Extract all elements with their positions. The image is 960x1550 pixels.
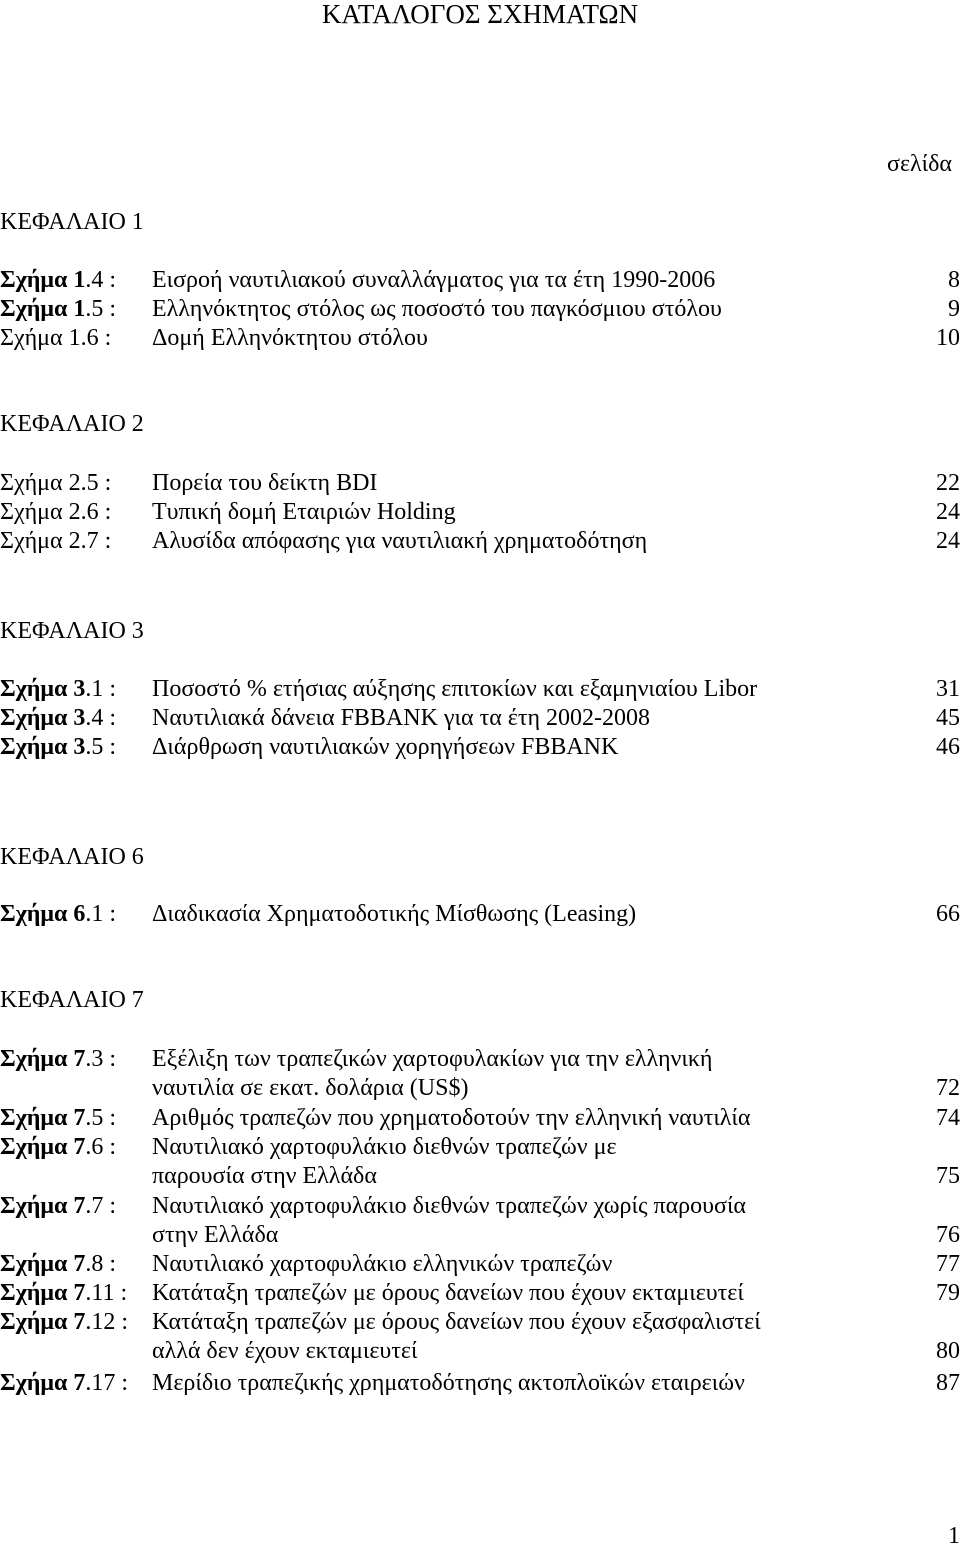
figure-entry-line <box>0 675 960 704</box>
figure-entry-line <box>0 1104 960 1133</box>
figure-label <box>0 498 111 527</box>
figure-entry-line <box>0 1369 960 1398</box>
figure-page-number: 74 <box>936 1105 960 1131</box>
figure-label-word: Σχήμα 7 <box>0 1134 86 1160</box>
page-column-label: σελίδα <box>887 151 952 177</box>
figure-caption: Ελληνόκτητος στόλος ως ποσοστό του παγκόσμιου στόλου <box>152 296 722 322</box>
figure-label-word: Σχήμα 3 <box>0 734 86 760</box>
figure-entry-line <box>0 1221 960 1250</box>
figure-label-word: Σχήμα 3 <box>0 705 86 731</box>
figure-label <box>0 1045 116 1074</box>
figure-label-word: Σχήμα 2 <box>0 499 81 525</box>
figure-entry-line <box>0 704 960 733</box>
figure-label-word: Σχήμα 3 <box>0 676 86 702</box>
figure-caption: Ναυτιλιακό χαρτοφυλάκιο διεθνών τραπεζών χωρίς παρουσία <box>152 1193 746 1219</box>
figure-page-number: 77 <box>936 1251 960 1277</box>
figure-entry-line <box>0 527 960 556</box>
figure-page-number: 45 <box>936 705 960 731</box>
figure-label-number: .3 : <box>85 1046 117 1072</box>
figure-label-number: .7 : <box>80 528 112 554</box>
figure-caption: Δομή Ελληνόκτητου στόλου <box>152 325 428 351</box>
chapter-heading: ΚΕΦΑΛΑΙΟ 2 <box>0 411 144 437</box>
page-number: 1 <box>948 1523 960 1549</box>
figure-label-word: Σχήμα 6 <box>0 901 86 927</box>
figure-caption: παρουσία στην Ελλάδα <box>152 1163 377 1189</box>
figure-label <box>0 469 111 498</box>
figure-label <box>0 675 116 704</box>
figure-caption: Τυπική δομή Εταιριών Holding <box>152 499 456 525</box>
figure-label-number: .4 : <box>85 705 117 731</box>
figure-caption: αλλά δεν έχουν εκταμιευτεί <box>152 1338 418 1364</box>
chapter-heading: ΚΕΦΑΛΑΙΟ 1 <box>0 209 144 235</box>
figure-label <box>0 1369 128 1398</box>
figure-page-number: 80 <box>936 1338 960 1364</box>
chapter-heading: ΚΕΦΑΛΑΙΟ 6 <box>0 844 144 870</box>
figure-page-number: 9 <box>948 296 960 322</box>
figure-label-word: Σχήμα 2 <box>0 528 81 554</box>
figure-page-number: 66 <box>936 901 960 927</box>
figure-caption: στην Ελλάδα <box>152 1222 279 1248</box>
figure-label <box>0 527 111 556</box>
figure-label-word: Σχήμα 1 <box>0 267 86 293</box>
figure-label-word: Σχήμα 7 <box>0 1193 86 1219</box>
chapter-heading: ΚΕΦΑΛΑΙΟ 3 <box>0 618 144 644</box>
figure-label-number: .5 : <box>85 734 117 760</box>
figure-caption: Πορεία του δείκτη BDI <box>152 470 378 496</box>
figure-caption: Αριθμός τραπεζών που χρηματοδοτούν την ελληνική ναυτιλία <box>152 1105 751 1131</box>
figure-entry-line <box>0 324 960 353</box>
figure-label-word: Σχήμα 7 <box>0 1251 86 1277</box>
figure-label-word: Σχήμα 7 <box>0 1370 86 1396</box>
figure-caption: Αλυσίδα απόφασης για ναυτιλιακή χρηματοδότηση <box>152 528 648 554</box>
figure-label-number: .6 : <box>80 499 112 525</box>
figure-label <box>0 266 116 295</box>
figure-entry-line <box>0 1133 960 1162</box>
figure-page-number: 24 <box>936 499 960 525</box>
figure-caption: Ποσοστό % ετήσιας αύξησης επιτοκίων και εξαμηνιαίου Libor <box>152 676 758 702</box>
figure-label-word: Σχήμα 1 <box>0 296 86 322</box>
figure-entry-line <box>0 733 960 762</box>
figure-entry-line <box>0 1192 960 1221</box>
figure-label-number: .1 : <box>85 901 117 927</box>
figure-label <box>0 324 111 353</box>
figure-label-word: Σχήμα 7 <box>0 1105 86 1131</box>
figure-caption: Ναυτιλιακό χαρτοφυλάκιο ελληνικών τραπεζών <box>152 1251 613 1277</box>
figure-label-word: Σχήμα 2 <box>0 470 81 496</box>
figure-label <box>0 1104 116 1133</box>
figure-label-word: Σχήμα 7 <box>0 1280 86 1306</box>
figure-label-word: Σχήμα 7 <box>0 1046 86 1072</box>
figure-label-number: .6 : <box>80 325 112 351</box>
figure-entry-line <box>0 1162 960 1191</box>
figure-caption: Μερίδιο τραπεζικής χρηματοδότησης ακτοπλοϊκών εταιρειών <box>152 1370 745 1396</box>
figure-label-number: .8 : <box>85 1251 117 1277</box>
figure-page-number: 31 <box>936 676 960 702</box>
figure-label-number: .11 : <box>85 1280 128 1306</box>
figure-entry-line <box>0 1074 960 1103</box>
figure-label <box>0 733 116 762</box>
figure-page-number: 24 <box>936 528 960 554</box>
figure-caption: Εισροή ναυτιλιακού συναλλάγματος για τα έτη 1990-2006 <box>152 267 716 293</box>
figure-label <box>0 295 116 324</box>
figure-label <box>0 900 116 929</box>
figure-label-word: Σχήμα 7 <box>0 1309 86 1335</box>
figure-caption: Κατάταξη τραπεζών με όρους δανείων που έχουν εκταμιευτεί <box>152 1280 744 1306</box>
figure-caption: Ναυτιλιακά δάνεια FBBANK για τα έτη 2002-2008 <box>152 705 651 731</box>
figure-caption: ναυτιλία σε εκατ. δολάρια (US$) <box>152 1075 469 1101</box>
figure-entry-line <box>0 295 960 324</box>
figure-entry-line <box>0 1250 960 1279</box>
figure-entry-line <box>0 498 960 527</box>
figure-page-number: 8 <box>948 267 960 293</box>
figure-label <box>0 1279 127 1308</box>
figure-entry-line <box>0 1045 960 1074</box>
page-title: ΚΑΤΑΛΟΓΟΣ ΣΧΗΜΑΤΩΝ <box>321 0 639 29</box>
figure-entry-line <box>0 900 960 929</box>
figure-label <box>0 1308 128 1337</box>
figure-label-number: .5 : <box>80 470 112 496</box>
figure-label-word: Σχήμα 1 <box>0 325 81 351</box>
figure-page-number: 87 <box>936 1370 960 1396</box>
figure-caption: Διάρθρωση ναυτιλιακών χορηγήσεων FBBANK <box>152 734 619 760</box>
figure-label-number: .4 : <box>85 267 117 293</box>
chapter-heading: ΚΕΦΑΛΑΙΟ 7 <box>0 987 144 1013</box>
figure-label-number: .7 : <box>85 1193 117 1219</box>
figure-caption: Εξέλιξη των τραπεζικών χαρτοφυλακίων για την ελληνική <box>152 1046 713 1072</box>
figure-caption: Ναυτιλιακό χαρτοφυλάκιο διεθνών τραπεζών με <box>152 1134 617 1160</box>
figure-label-number: .5 : <box>85 296 117 322</box>
figure-caption: Διαδικασία Χρηματοδοτικής Μίσθωσης (Leasing) <box>152 901 637 927</box>
figure-entry-line <box>0 1279 960 1308</box>
figure-entry-line <box>0 1308 960 1337</box>
figure-entry-line <box>0 469 960 498</box>
figure-label <box>0 1192 116 1221</box>
figure-page-number: 75 <box>936 1163 960 1189</box>
figure-page-number: 76 <box>936 1222 960 1248</box>
figure-caption: Κατάταξη τραπεζών με όρους δανείων που έχουν εξασφαλιστεί <box>152 1309 761 1335</box>
figure-page-number: 72 <box>936 1075 960 1101</box>
figure-label-number: .5 : <box>85 1105 117 1131</box>
figure-label <box>0 1250 116 1279</box>
figure-label-number: .1 : <box>85 676 117 702</box>
figure-page-number: 10 <box>936 325 960 351</box>
figure-label-number: .12 : <box>85 1309 129 1335</box>
figure-label-number: .6 : <box>85 1134 117 1160</box>
figure-label <box>0 704 116 733</box>
figure-entry-line <box>0 1337 960 1366</box>
figure-page-number: 22 <box>936 470 960 496</box>
figure-label-number: .17 : <box>85 1370 129 1396</box>
figure-page-number: 46 <box>936 734 960 760</box>
figure-entry-line <box>0 266 960 295</box>
figure-page-number: 79 <box>936 1280 960 1306</box>
figure-label <box>0 1133 116 1162</box>
